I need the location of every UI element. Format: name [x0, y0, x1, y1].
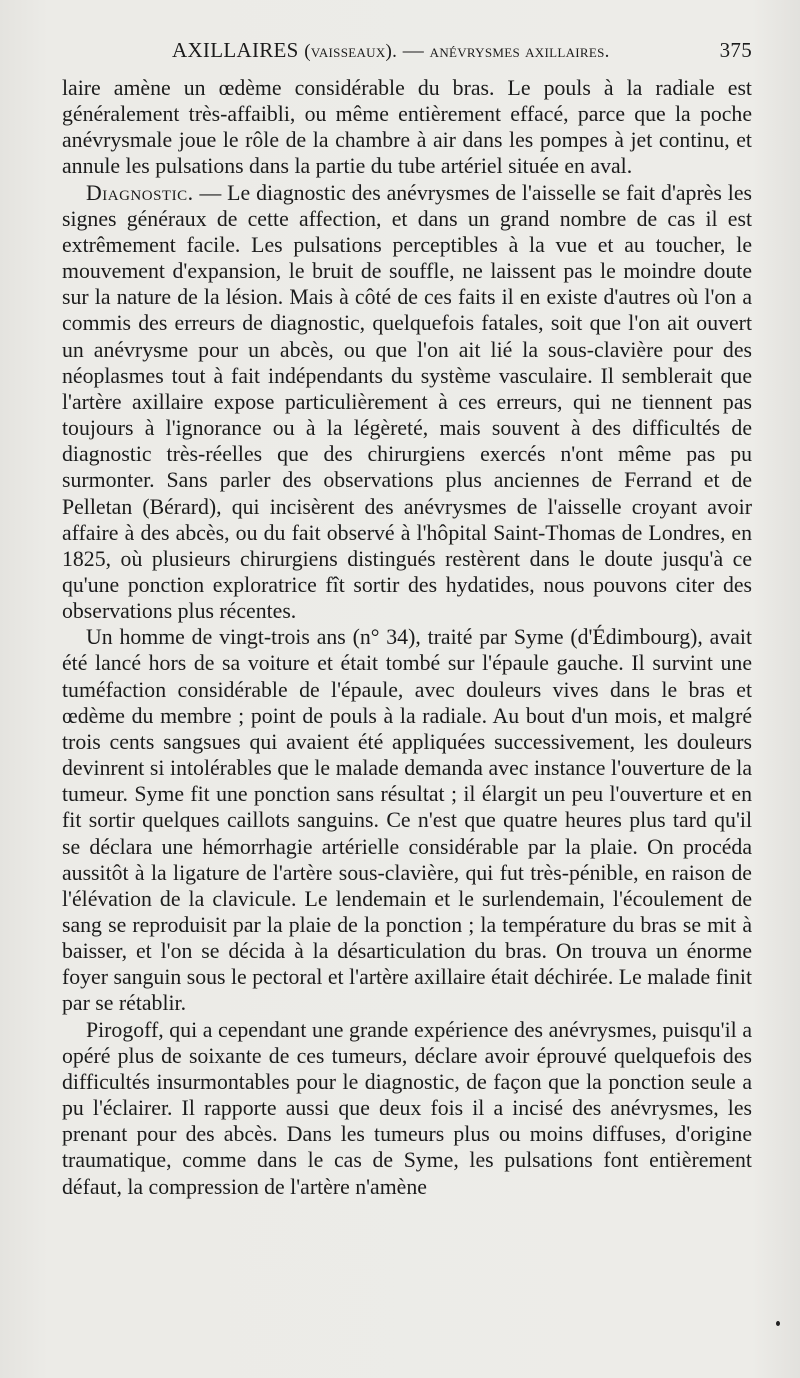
ink-speck [776, 1321, 780, 1326]
paragraph-diagnostic-text: — Le diagnostic des anévrysmes de l'aisselle se fait d'après les signes généraux de cette affection, et dans un grand nombre de cas il est extrêmement facile. Les pulsations perceptibles à la vue et au toucher, le mouvement d'expansion, le bruit de souffle, ne laissent pas le moindre doute sur la nature de la lésion. Mais à côté de ces faits il en existe d'autres où l'on a commis des erreurs de diagnostic, quelquefois fatales, soit que l'on ait ouvert un anévrysme pour un abcès, ou que l'on ait lié la sous-clavière pour des néoplasmes tout à fait indépendants du système vasculaire. Il semblerait que l'artère axillaire expose particulièrement à ces erreurs, qui ne tiennent pas toujours à l'ignorance ou à la légèreté, mais souvent à des difficultés de diagnostic très-réelles que des chirurgiens exercés n'ont même pas pu surmonter. Sans parler des observations plus anciennes de Ferrand et de Pelletan (Bérard), qui incisèrent des anévrysmes de l'aisselle croyant avoir affaire à des abcès, ou du fait observé à l'hôpital Saint-Thomas de Londres, en 1825, où plusieurs chirurgiens distingués restèrent dans le doute jusqu'à ce qu'une ponction exploratrice fît sortir des hydatides, nous pouvons citer des observations plus récentes. [62, 180, 752, 624]
running-title-right: anévrysmes axillaires. [429, 41, 610, 62]
running-title-paren: (vaisseaux). [304, 41, 398, 62]
paragraph-diagnostic [62, 180, 752, 625]
running-title-main: AXILLAIRES [172, 38, 299, 62]
paragraph-syme-case: Un homme de vingt-trois ans (n° 34), traité par Syme (d'Édimbourg), avait été lancé hors de sa voiture et était tombé sur l'épaule gauche. Il survint une tuméfaction considérable de l'épaule, avec douleurs vives dans le bras et œdème du membre ; point de pouls à la radiale. Au bout d'un mois, et malgré trois cents sangsues qui avaient été appliquées successivement, les douleurs devinrent si intolérables que le malade demanda avec instance l'ouverture de la tumeur. Syme fit une ponction sans résultat ; il élargit un peu l'ouverture et en fit sortir quelques caillots sanguins. Ce n'est que quatre heures plus tard qu'il se déclara une hémorrhagie artérielle considérable par la plaie. On procéda aussitôt à la ligature de l'artère sous-clavière, qui fut très-pénible, en raison de l'élévation de la clavicule. Le lendemain et le surlendemain, l'écoulement de sang se reproduisit par la plaie de la ponction ; la température du bras se mit à baisser, et l'on se décida à la désarticulation du bras. On trouva un énorme foyer sanguin sous le pectoral et l'artère axillaire était déchirée. Le malade finit par se rétablir. [62, 625, 752, 1016]
paragraph-continuation: laire amène un œdème considérable du bras. Le pouls à la radiale est généralement très-affaibli, ou même entièrement effacé, parce que la poche anévrysmale joue le rôle de la chambre à air dans les pompes à jet continu, et annule les pulsations dans la partie du tube artériel située en aval. [62, 76, 752, 179]
running-title-dash: — [397, 38, 430, 62]
running-header [62, 38, 752, 72]
section-heading-diagnostic: Diagnostic. [86, 180, 194, 205]
body-text [62, 75, 752, 1200]
running-title [172, 38, 610, 63]
paragraph-pirogoff: Pirogoff, qui a cependant une grande expérience des anévrysmes, puisqu'il a opéré plus de soixante de ces tumeurs, déclare avoir éprouvé quelquefois des difficultés insurmontables pour le diagnostic, de façon que la ponction seule a pu l'éclairer. Il rapporte aussi que deux fois il a incisé des anévrysmes, les prenant pour des abcès. Dans les tumeurs plus ou moins diffuses, d'origine traumatique, comme dans le cas de Syme, les pulsations font entièrement défaut, la compression de l'artère n'amène [62, 1017, 752, 1199]
page-number: 375 [719, 38, 752, 62]
